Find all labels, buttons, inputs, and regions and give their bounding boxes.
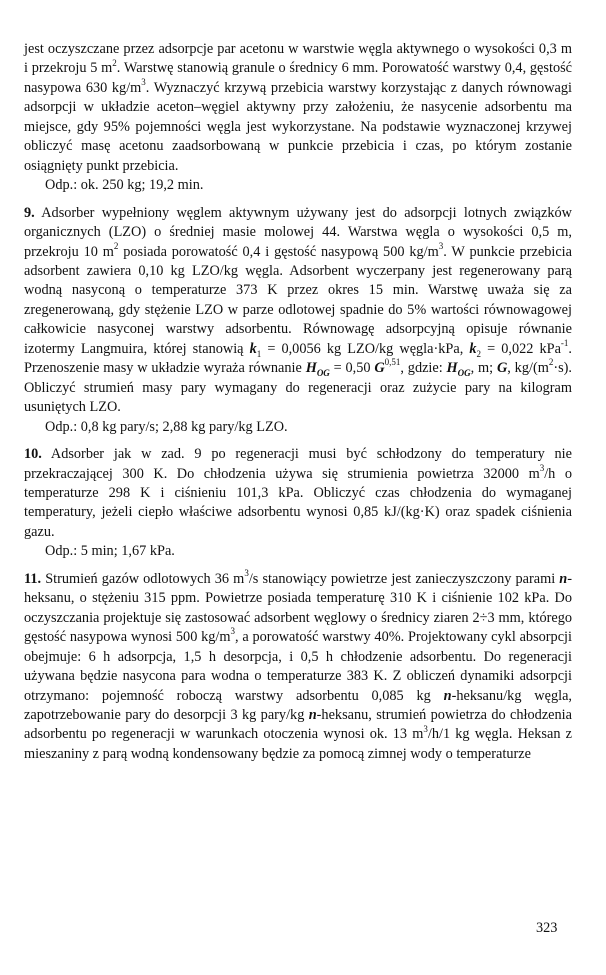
- problem-11: 11. Strumień gazów odlotowych 36 $m^3/s$ stanowiący powietrze jest zanieczyszczony parami n-heksanu, o stężeniu 315 ppm. Powietrze posiada temperaturę 310 K i ciśnienie 102 kPa. Do oczyszczania projektuje się zastosować adsorbent węglowy o średnicy ziaren 2÷3 mm, którego gęstość nasypowa wynosi 500 $kg/m^3$, a porowatość warstwy 40%. Projektowany cykl absorpcji obejmuje: 6 h adsorpcja, 1,5 h desorpcja, i 0,5 h chłodzenie adsorbentu. Do regeneracji używana będzie nasycona para wodna o temperaturze 383 K. Z obliczeń dynamiki adsorpcji otrzymano: pojemność roboczą warstwy adsorbentu 0,085 kg n-heksanu/kg węgla, zapotrzebowanie pary do desorpcji 3 kg pary/kg n-heksanu, strumień powietrza do chłodzenia adsorbentu po regeneracji w warunkach otoczenia wynosi ok. 13 $m^3/h/1$ kg węgla. Heksan z mieszaniny z parą wodną kondensowany będzie za pomocą zimnej wody o temperaturze: [24, 568, 572, 762]
- problem-8-continuation: jest oczyszczane przez adsorpcje par acetonu w warstwie węgla aktywnego o wysokości 0,3 m i przekroju 5 $m^2$. Warstwę stanowią granule o średnicy 6 mm. Porowatość warstwy 0,4, gęstość nasypowa 630 $kg/m^3$. Wyznaczyć krzywą przebicia warstwy korzystając z danych równowagi adsorpcji w układzie aceton–węgiel aktywny przy założeniu, że nasycenie adsorbentu ma miejsce, gdy 95% pojemności węgla jest wykorzystane. Na podstawie wyznaczonej krzywej obliczyć masę acetonu zaadsorbowaną w punkcie przebicia i czas, po którym zostanie osiągnięty punkt przebicia.: [24, 41, 572, 174]
- problem-9-number: 9.: [24, 204, 35, 221]
- page-text-block: [24, 40, 572, 764]
- answer-8: Odp.: ok. 250 kg; 19,2 min.: [45, 177, 204, 194]
- answer-9: Odp.: 0,8 kg pary/s; 2,88 kg pary/kg LZO.: [45, 418, 288, 435]
- problem-11-number: 11.: [24, 570, 42, 587]
- page-number: 323: [536, 920, 558, 936]
- problem-9: 9. Adsorber wypełniony węglem aktywnym używany jest do adsorpcji lotnych związków organicznych (LZO) o średniej masie molowej 44. Warstwa węgla o wysokości 0,5 m, przekroju 10 $m^2$ posiada porowatość 0,4 i gęstość nasypową 500 $kg/m^3$. W punkcie przebicia adsorbent zawiera 0,10 kg LZO/kg węgla. Adsorbent wyczerpany jest regenerowany parą wodną nasyconą o temperaturze 373 K przez okres 15 min. Warstwę uważa się za zregenerowaną, gdy stężenie LZO w parze odlotowej spadnie do 5% wartości równowagowej całkowicie nasyconej warstwy adsorbentu. Równowagę adsorpcyjną opisuje równanie izotermy Langmuira, której stanowią $k_1 = 0,0056$ kg LZO/kg węgla·kPa, $k_2 = 0,022$ kPa$^{-1}$. Przenoszenie masy w układzie wyraża równanie $H_{OG} = 0,50$ G$^{0,51}$, gdzie: $H_{OG}$, m; G, $kg/(m^2\cdot s)$. Obliczyć strumień masy pary wymagany do regeneracji oraz zużycie pary na kilogram usuniętych LZO.: [24, 204, 573, 416]
- problem-10-number: 10.: [24, 446, 42, 463]
- problem-10: 10. Adsorber jak w zad. 9 po regeneracji musi być schłodzony do temperatury nie przekraczającej 300 K. Do chłodzenia używa się strumienia powietrza 32000 $m^3/h$ o temperaturze 298 K i ciśnieniu 101,3 kPa. Obliczyć czas chłodzenia do wymaganej temperatury, jeżeli ciepło właściwe adsorbentu wynosi 0,85 kJ/(kg·K) oraz spadek ciśnienia gazu.: [24, 446, 572, 540]
- answer-10: Odp.: 5 min; 1,67 kPa.: [45, 543, 175, 560]
